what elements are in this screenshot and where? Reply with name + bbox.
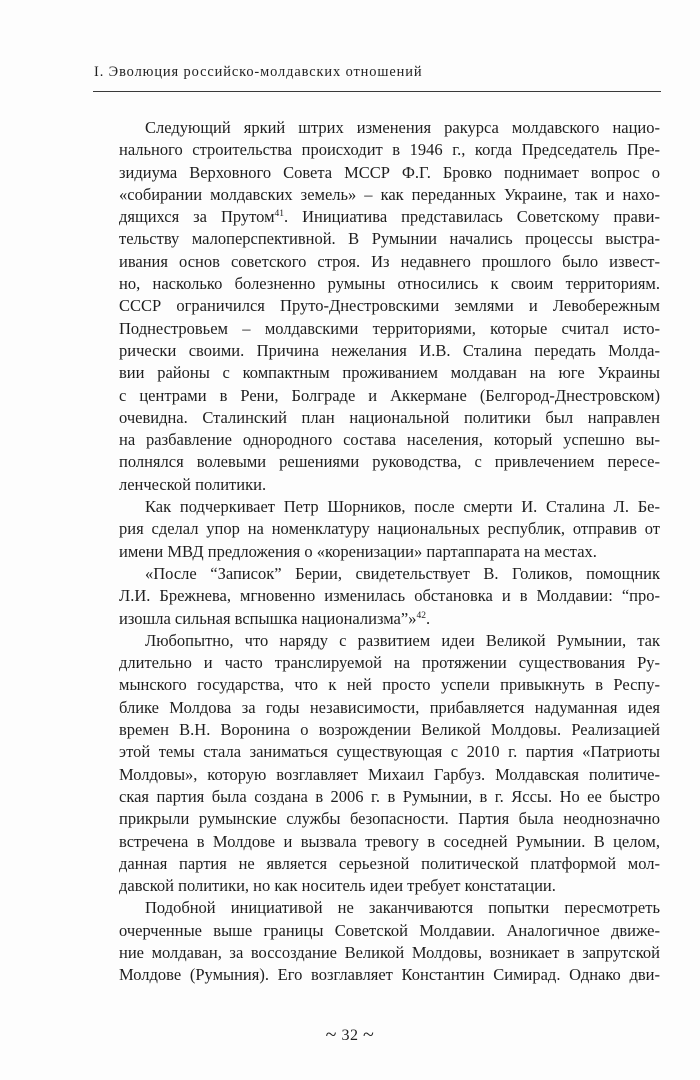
footnote-ref-42: 42 [416,610,426,621]
text-line: рия сделал упор на номенклатуру национальных республик, отправив от [119,519,660,539]
text-line: вии районы с компактным проживанием молдаван на юге Украины [119,363,660,383]
tilde-ornament-right: ~ [363,1024,375,1046]
text-line: очерченные выше границы Советской Молдавии. Аналогичное движе- [119,920,660,940]
text-line: встречена в Молдове и вызвала тревогу в соседней Румынии. В целом, [119,831,660,851]
text-line: длительно и часто транслируемой на протяжении существования Ру- [119,653,660,673]
text-line: времен В.Н. Воронина о возрождении Великой Молдовы. Реализацией [119,720,660,740]
text-line: давской политики, но как носитель идеи требует констатации. [119,876,556,896]
text-fragment: изошла сильная вспышка национализма”» [119,608,417,628]
body-text [93,117,660,987]
paragraph-3-quote [93,563,660,630]
text-fragment: дящихся за Прутом [119,207,275,227]
text-line: блике Молдова за годы независимости, прибавляется надуманная идея [119,697,660,717]
text-fragment: . Инициатива представилась Советскому прави- [284,207,660,227]
text-line: ивания основ советского строя. Из недавнего прошлого было извест- [119,251,660,271]
text-line: на разбавление однородного состава населения, который успешно вы- [119,430,660,450]
paragraph-5 [93,897,660,986]
paragraph-4 [93,630,660,898]
header-rule [93,91,661,92]
text-line: но, насколько болезненно румыны относились к своим территориям. [119,274,660,294]
text-line: имени МВД предложения о «коренизации» партаппарата на местах. [119,541,597,561]
page-number [0,1024,700,1047]
text-line [93,206,660,228]
text-line: ленческой политики. [119,474,267,494]
text-line: Подобной инициативой не заканчиваются попытки пересмотреть [145,898,660,918]
text-line: данная партия не является серьезной политической платформой мол- [119,853,660,873]
text-line: полнялся волевыми решениями руководства, с привлечением пересе- [119,452,660,472]
text-line: Любопытно, что наряду с развитием идеи Великой Румынии, так [145,630,660,650]
text-line [93,608,660,630]
text-line: очевидна. Сталинский план национальной политики был направлен [119,407,660,427]
text-line: Л.И. Брежнева, мгновенно изменилась обстановка и в Молдавии: “про- [119,586,660,606]
text-line: нального строительства происходит в 1946 г., когда Председатель Пре- [119,140,660,160]
text-line: СССР ограничился Пруто-Днестровскими землями и Левобережным [119,296,660,316]
text-line: прикрыли румынские службы безопасности. Партия была неоднозначно [119,809,660,829]
text-fragment: . [425,608,431,628]
text-line: «После “Записок” Берии, свидетельствует В. Голиков, помощник [145,563,660,583]
text-line: Поднестровьем – молдавскими территориями, которые считал исто- [119,318,660,338]
text-line: Молдовы», которую возглавляет Михаил Гарбуз. Молдавская политиче- [119,764,660,784]
tilde-ornament-left: ~ [325,1024,337,1046]
text-line: с центрами в Рени, Болграде и Аккермане (Белгород-Днестровском) [119,385,660,405]
text-line: Следующий яркий штрих изменения ракурса молдавского нацио- [145,118,660,137]
text-line: зидиума Верховного Совета МССР Ф.Г. Бровко поднимает вопрос о [119,162,660,182]
text-line: тельству малоперспективной. В Румынии начались процессы выстра- [119,229,660,249]
text-line: «собирании молдавских земель» – как переданных Украине, так и нахо- [119,184,660,204]
text-line: мынского государства, что к ней просто успели привыкнуть в Респу- [119,675,660,695]
text-line: ская партия была создана в 2006 г. в Румынии, в г. Яссы. Но ее быстро [119,786,660,806]
text-line: ние молдаван, за воссоздание Великой Молдовы, возникает в запрутской [119,942,660,962]
page-number-value: 32 [341,1027,359,1044]
footnote-ref-41: 41 [274,209,285,220]
text-line: Как подчеркивает Петр Шорников, после смерти И. Сталина Л. Бе- [145,497,660,517]
text-line: Молдове (Румыния). Его возглавляет Константин Симирад. Однако дви- [119,965,660,985]
paragraph-2 [93,496,660,563]
running-head: I. Эволюция российско-молдавских отношений [94,64,423,80]
paragraph-1 [93,117,660,496]
text-line: рически своими. Причина нежелания И.В. Сталина передать Молда- [119,340,660,360]
text-line: этой темы стала заниматься существующая с 2010 г. партия «Патриоты [119,742,660,762]
